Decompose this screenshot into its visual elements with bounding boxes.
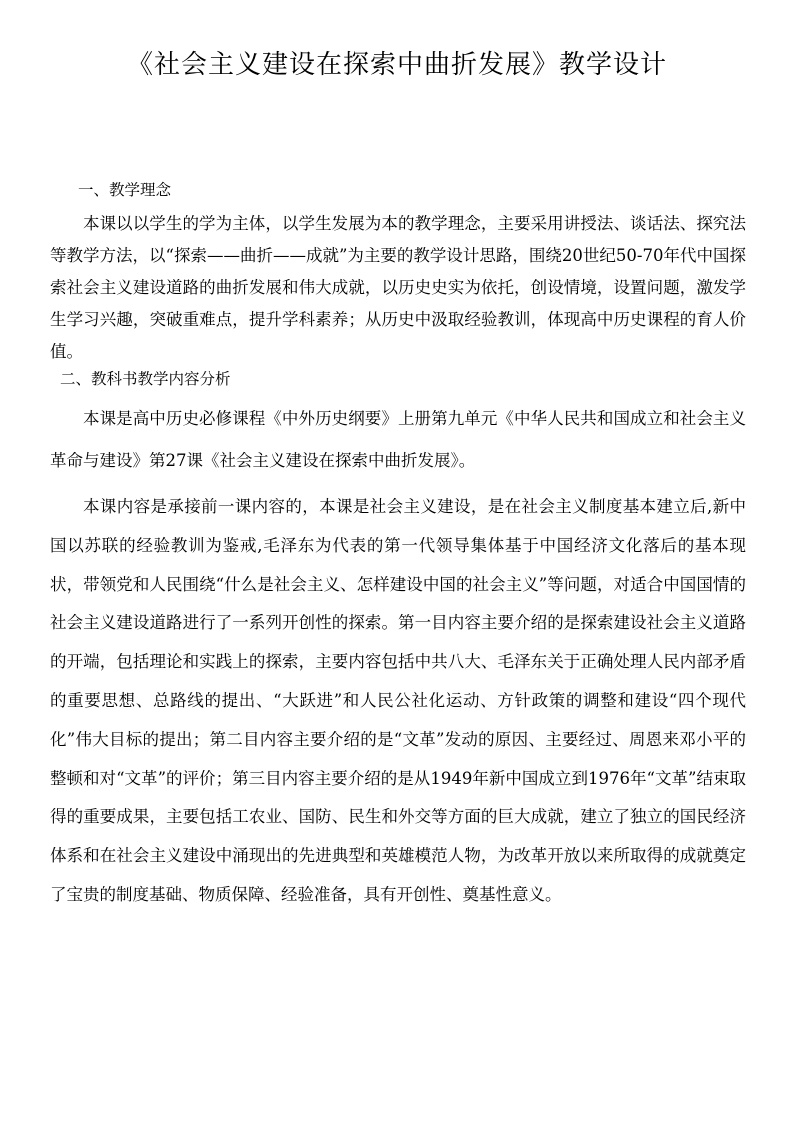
section-heading-teaching-philosophy: 一、教学理念 bbox=[78, 181, 172, 199]
section-heading-textbook-analysis: 二、教科书教学内容分析 bbox=[60, 370, 231, 388]
document-title: 《社会主义建设在探索中曲折发展》教学设计 bbox=[126, 50, 667, 80]
paragraph-textbook-source: 本课是高中历史必修课程《中外历史纲要》上册第九单元《中华人民共和国成立和社会主义革命与建设》第27课《社会主义建设在探索中曲折发展》。 bbox=[50, 409, 746, 470]
paragraph-content-analysis: 本课内容是承接前一课内容的，本课是社会主义建设，是在社会主义制度基本建立后,新中国以苏联的经验教训为鉴戒,毛泽东为代表的第一代领导集体基于中国经济文化落后的基本现状，带领党和人民围绕“什么是社会主义、怎样建设中国的社会主义”等问题，对适合中国国情的社会主义建设道路进行了一系列开创性的探索。第一目内容主要介绍的是探索建设社会主义道路的开端，包括理论和实践上的探索，主要内容包括中共八大、毛泽东关于正确处理人民内部矛盾的重要思想、总路线的提出、“大跃进”和人民公社化运动、方针政策的调整和建设“四个现代化”伟大目标的提出；第二目内容主要介绍的是“文革”发动的原因、主要经过、周恩来邓小平的整顿和对“文革”的评价；第三目内容主要介绍的是从1949年新中国成立到1976年“文革”结束取得的重要成果，主要包括工农业、国防、民生和外交等方面的巨大成就，建立了独立的国民经济体系和在社会主义建设中涌现出的先进典型和英雄模范人物，为改革开放以来所取得的成就奠定了宝贵的制度基础、物质保障、经验准备，具有开创性、奠基性意义。 bbox=[50, 497, 746, 904]
paragraph-teaching-philosophy: 本课以以学生的学为主体，以学生发展为本的教学理念，主要采用讲授法、谈话法、探究法等教学方法，以“探索——曲折——成就”为主要的教学设计思路，围绕20世纪50-70年代中国探索社会主义建设道路的曲折发展和伟大成就，以历史史实为依托，创设情境，设置问题，激发学生学习兴趣，突破重难点，提升学科素养；从历史中汲取经验教训，体现高中历史课程的育人价值。 bbox=[50, 214, 746, 361]
